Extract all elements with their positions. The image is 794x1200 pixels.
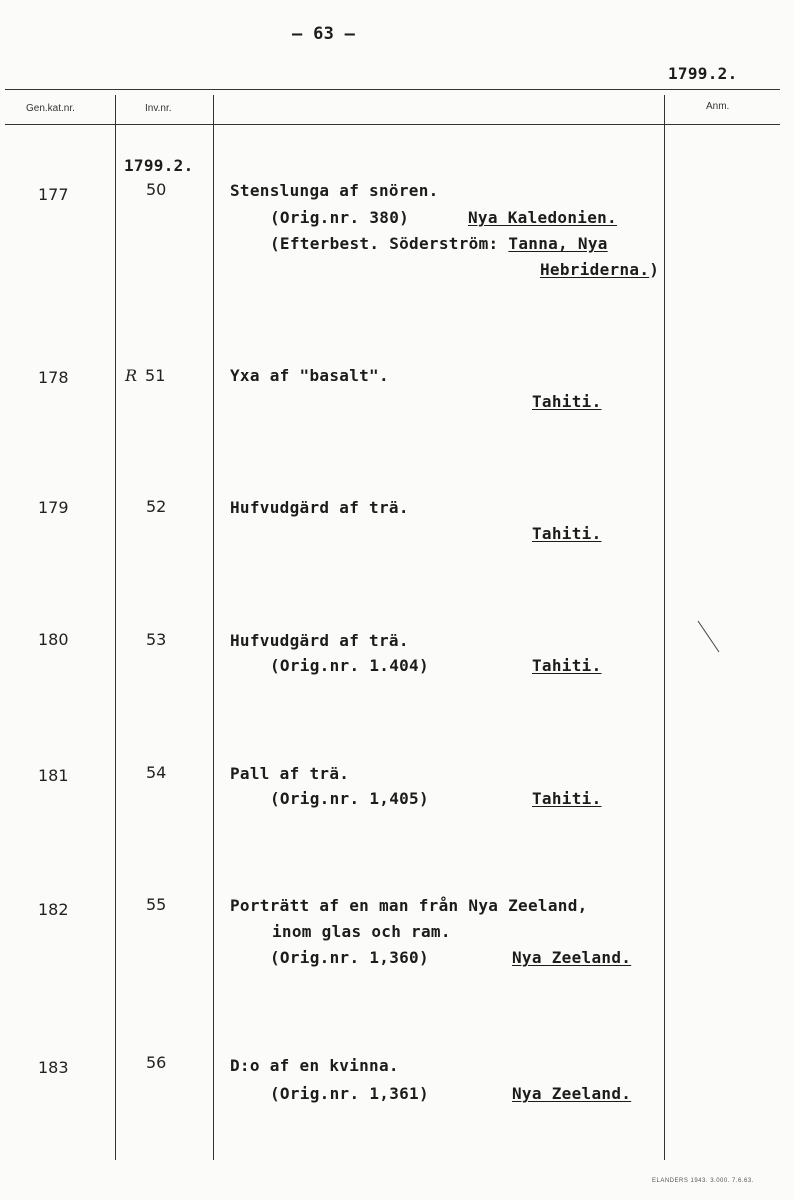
entry-note <box>270 234 608 253</box>
inv-group-number: 1799.2. <box>124 156 194 175</box>
entry-orig-nr: (Orig.nr. 1,361) <box>270 1084 429 1103</box>
entry-place: Nya Zeeland. <box>512 948 632 967</box>
inv-nr: 52 <box>146 497 167 516</box>
inv-nr-value: 51 <box>145 366 166 385</box>
entry-note-place-2: Hebriderna. <box>540 260 650 279</box>
inv-nr: 50 <box>146 180 167 199</box>
column-header-gen-kat-nr: Gen.kat.nr. <box>26 103 75 114</box>
inv-nr: 56 <box>146 1053 167 1072</box>
inv-nr: 53 <box>146 630 167 649</box>
inv-nr: 54 <box>146 763 167 782</box>
entry-description: Pall af trä. <box>230 764 350 783</box>
column-divider-3 <box>664 95 665 1160</box>
printer-mark: ELANDERS 1943. 3.000. 7.6.63. <box>652 1178 754 1184</box>
entry-description: Porträtt af en man från Nya Zeeland, <box>230 896 588 915</box>
entry-place: Nya Zeeland. <box>512 1084 632 1103</box>
inv-nr: 55 <box>146 895 167 914</box>
entry-place: Tahiti. <box>532 789 602 808</box>
entry-place: Nya Kaledonien. <box>468 208 617 227</box>
entry-description: D:o af en kvinna. <box>230 1056 399 1075</box>
inv-nr-prefix: R <box>125 366 138 385</box>
gen-kat-nr: 177 <box>38 185 69 204</box>
entry-orig-nr: (Orig.nr. 1.404) <box>270 656 429 675</box>
column-divider-2 <box>213 95 214 1160</box>
gen-kat-nr: 182 <box>38 900 69 919</box>
entry-note-line2 <box>540 260 659 279</box>
entry-orig-nr: (Orig.nr. 380) <box>270 208 410 227</box>
entry-description-line2: inom glas och ram. <box>272 922 451 941</box>
gen-kat-nr: 181 <box>38 766 69 785</box>
entry-orig-nr: (Orig.nr. 1,360) <box>270 948 429 967</box>
entry-place: Tahiti. <box>532 524 602 543</box>
column-header-anm: Anm. <box>706 101 730 112</box>
page-number: – 63 – <box>292 24 356 44</box>
entry-note-text: (Efterbest. Söderström: <box>270 234 509 253</box>
entry-place: Tahiti. <box>532 392 602 411</box>
top-rule <box>5 89 780 90</box>
entry-description: Stenslunga af snören. <box>230 181 439 200</box>
header-reference: 1799.2. <box>668 64 738 83</box>
entry-note-place: Tanna, Nya <box>508 234 608 253</box>
entry-place: Tahiti. <box>532 656 602 675</box>
entry-orig-nr: (Orig.nr. 1,405) <box>270 789 429 808</box>
pencil-mark <box>695 618 725 658</box>
entry-description: Hufvudgärd af trä. <box>230 498 409 517</box>
gen-kat-nr: 179 <box>38 498 69 517</box>
gen-kat-nr: 183 <box>38 1058 69 1077</box>
column-divider-1 <box>115 95 116 1160</box>
entry-note-close: ) <box>649 260 660 279</box>
inv-nr <box>125 366 165 385</box>
gen-kat-nr: 178 <box>38 368 69 387</box>
entry-description: Yxa af "basalt". <box>230 366 389 385</box>
column-header-inv-nr: Inv.nr. <box>145 103 172 114</box>
entry-description: Hufvudgärd af trä. <box>230 631 409 650</box>
gen-kat-nr: 180 <box>38 630 69 649</box>
